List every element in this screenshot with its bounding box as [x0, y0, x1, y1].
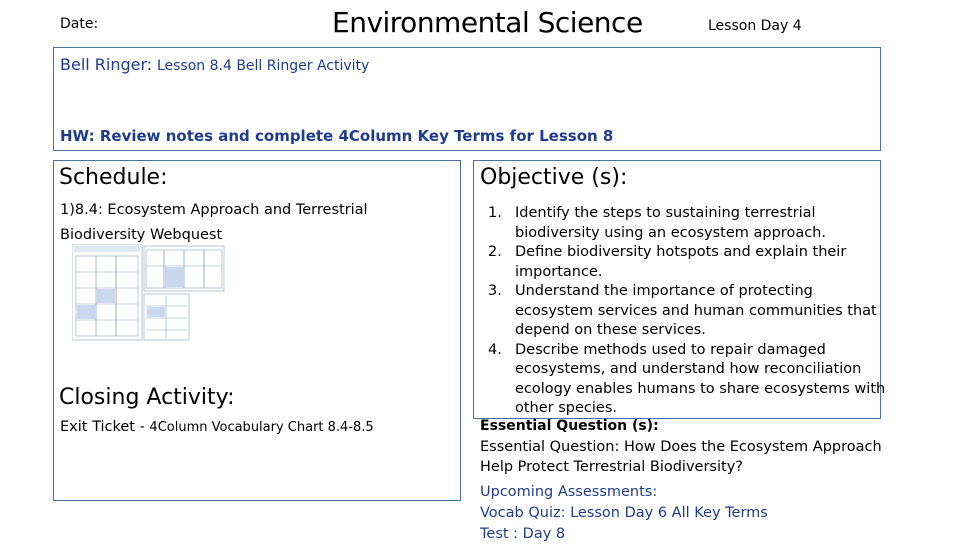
upcoming-label: Upcoming Assessments: [480, 484, 658, 500]
lesson-day-label: Lesson Day 4 [708, 18, 802, 34]
upcoming-assessments [480, 482, 768, 545]
vocab-quiz: Vocab Quiz: Lesson Day 6 All Key Terms [480, 505, 768, 521]
closing-activity-heading: Closing Activity: [59, 385, 235, 410]
objective-number: 4. [488, 341, 502, 358]
objective-item [488, 204, 888, 243]
exit-ticket-prefix: Exit Ticket - [60, 419, 150, 435]
objective-text: Understand the importance of protecting ecosystem services and human communities that depend on these services. [515, 283, 877, 338]
objective-heading: Objective (s): [480, 165, 628, 190]
objective-item [488, 243, 888, 282]
essential-question-text: Essential Question: How Does the Ecosystem Approach Help Protect Terrestrial Biodiversity? [480, 439, 882, 475]
schedule-heading: Schedule: [59, 165, 168, 190]
webquest-thumbnail [72, 244, 227, 344]
bell-ringer-label: Bell Ringer: [60, 55, 153, 74]
objective-number: 1. [488, 205, 502, 221]
exit-ticket-text: 4Column Vocabulary Chart 8.4-8.5 [149, 420, 374, 435]
bell-ringer [60, 55, 369, 74]
exit-ticket [60, 419, 374, 435]
schedule-item: 1)8.4: Ecosystem Approach and Terrestrial Biodiversity Webquest [60, 202, 368, 243]
objective-text: Identify the steps to sustaining terrestrial biodiversity using an ecosystem approach. [515, 205, 826, 241]
homework-text: HW: Review notes and complete 4Column Key Terms for Lesson 8 [60, 127, 614, 145]
objective-number: 2. [488, 244, 502, 260]
objective-list [488, 204, 888, 419]
page-title: Environmental Science [332, 6, 643, 39]
objective-text: Define biodiversity hotspots and explain their importance. [515, 244, 847, 280]
date-label: Date: [60, 16, 99, 32]
objective-number: 3. [488, 283, 502, 299]
objective-text: Describe methods used to repair damaged ecosystems, and understand how reconciliation ecology enables humans to share ecosystems with other species. [515, 341, 886, 416]
objective-item [488, 282, 888, 341]
test-date: Test : Day 8 [480, 526, 566, 542]
objective-item [488, 341, 888, 419]
bell-ringer-text: Lesson 8.4 Bell Ringer Activity [156, 58, 370, 74]
essential-question-label: Essential Question (s): [480, 418, 659, 434]
